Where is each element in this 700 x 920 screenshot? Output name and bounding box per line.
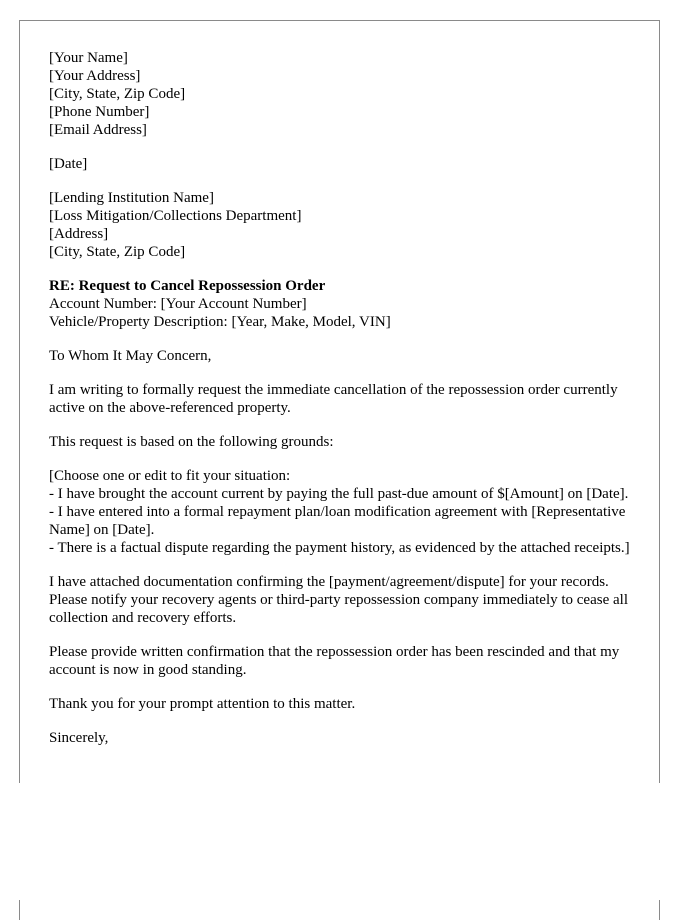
sender-email: [Email Address] xyxy=(49,122,147,138)
subject-block xyxy=(49,277,649,331)
subject-re: RE: Request to Cancel Repossession Order xyxy=(49,278,326,294)
page-cutoff xyxy=(0,783,700,900)
sender-address: [Your Address] xyxy=(49,68,141,84)
paragraph-confirmation: Please provide written confirmation that the repossession order has been rescinded and that my account is now in good standing. xyxy=(49,644,620,678)
option-item: - There is a factual dispute regarding the payment history, as evidenced by the attached receipts.] xyxy=(49,540,630,556)
subject-account: Account Number: [Your Account Number] xyxy=(49,296,307,312)
recipient-department: [Loss Mitigation/Collections Department] xyxy=(49,208,302,224)
paragraph-intro: I am writing to formally request the immediate cancellation of the repossession order currently active on the above-referenced property. xyxy=(49,382,618,416)
option-item: - I have brought the account current by paying the full past-due amount of $[Amount] on [Date]. xyxy=(49,486,629,502)
option-item: - I have entered into a formal repayment plan/loan modification agreement with [Representative Name] on [Date]. xyxy=(49,504,626,538)
recipient-block xyxy=(49,189,649,261)
letter-body xyxy=(49,49,649,763)
paragraph-documentation: I have attached documentation confirming the [payment/agreement/dispute] for your records. Please notify your recovery agents or third-party repossession company immediately to cease all collection and recovery efforts. xyxy=(49,574,628,626)
salutation: To Whom It May Concern, xyxy=(49,348,212,364)
sender-city-state-zip: [City, State, Zip Code] xyxy=(49,86,186,102)
options-header: [Choose one or edit to fit your situation: xyxy=(49,468,291,484)
recipient-address: [Address] xyxy=(49,226,109,242)
sender-block xyxy=(49,49,649,139)
closing: Sincerely, xyxy=(49,730,109,746)
grounds-options xyxy=(49,467,649,557)
date-block xyxy=(49,155,649,173)
paragraph-thanks: Thank you for your prompt attention to this matter. xyxy=(49,696,356,712)
sender-phone: [Phone Number] xyxy=(49,104,150,120)
sender-name: [Your Name] xyxy=(49,50,128,66)
recipient-city-state-zip: [City, State, Zip Code] xyxy=(49,244,186,260)
letter-date: [Date] xyxy=(49,156,88,172)
subject-description: Vehicle/Property Description: [Year, Make, Model, VIN] xyxy=(49,314,391,330)
paragraph-grounds-intro: This request is based on the following grounds: xyxy=(49,434,334,450)
recipient-institution: [Lending Institution Name] xyxy=(49,190,214,206)
